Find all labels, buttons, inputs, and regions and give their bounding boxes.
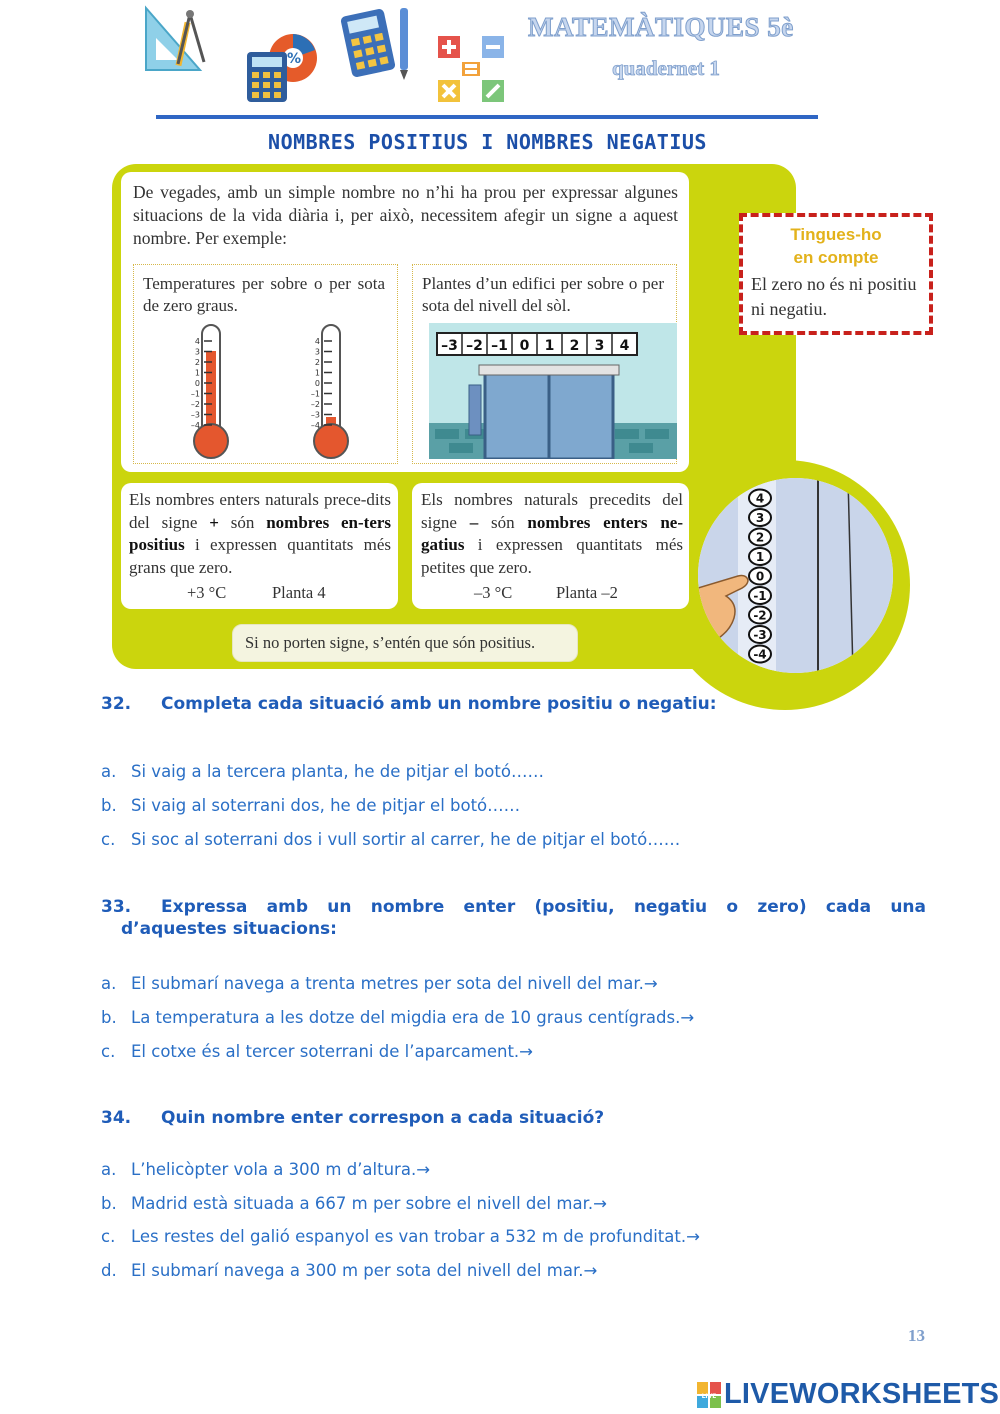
negative-definition-box	[412, 483, 689, 609]
thermometer-tick-label: –2	[310, 400, 320, 409]
workbook-title: MATEMÀTIQUES 5è	[528, 12, 794, 42]
note-text: Si no porten signe, s’entén que són positius.	[245, 633, 536, 652]
tip-box	[739, 213, 933, 335]
thermometer-cold	[311, 325, 348, 458]
thermometer-warm	[191, 325, 228, 458]
svg-text:%: %	[287, 51, 302, 67]
thermometer-tick-label: –1	[310, 389, 320, 399]
elevator-buttons	[749, 490, 771, 663]
floor-number: 3	[594, 338, 605, 354]
question-34-heading: 34. Quin nombre enter correspon a cada situació?	[101, 1108, 605, 1128]
thermometer-tick-label: –3	[310, 410, 320, 420]
positive-definition-box	[121, 483, 398, 609]
question-32-heading: 32. Completa cada situació amb un nombre positiu o negatiu:	[101, 694, 717, 714]
header-divider	[156, 115, 818, 119]
thermometer-tick-label: 0	[194, 379, 200, 388]
liveworksheets-logo-icon	[697, 1382, 721, 1408]
question-34d: d. El submarí navega a 300 m per sota del nivell del mar.→	[101, 1261, 598, 1280]
question-34c: c. Les restes del galió espanyol es van trobar a 532 m de profunditat.→	[101, 1227, 700, 1246]
note-box	[232, 624, 578, 662]
thermometer-tick-label: –4	[190, 421, 200, 430]
thermometer-tick-label: 1	[314, 368, 320, 378]
floor-number: 2	[569, 338, 580, 354]
calculator-chart-icon	[243, 32, 319, 104]
elevator-button-label: 4	[755, 491, 765, 506]
thermometer-tick-label: –4	[310, 421, 320, 430]
question-32a: a. Si vaig a la tercera planta, he de pitjar el botó……	[101, 762, 544, 781]
tip-text: El zero no és ni positiu ni negatiu.	[751, 274, 917, 319]
ruler-compass-icon	[140, 4, 212, 74]
logo-badge-text: LIVE	[701, 1393, 717, 1400]
temperatures-caption: Temperatures per sobre o per sota de zero graus.	[143, 274, 385, 315]
elevator-button-label: 2	[755, 530, 765, 545]
floor-number: 1	[544, 338, 555, 354]
page-number: 13	[908, 1326, 925, 1345]
math-operations-icon	[436, 34, 506, 104]
elevator-button-label: 0	[755, 569, 765, 584]
floor-number: 0	[519, 338, 530, 354]
temperatures-example	[133, 264, 398, 464]
question-34b: b. Madrid està situada a 667 m per sobre el nivell del mar.→	[101, 1194, 607, 1213]
elevator-button-label: -3	[753, 628, 767, 642]
thermometer-tick-label: 4	[194, 337, 200, 346]
plants-example	[412, 264, 677, 464]
positive-example-2: Planta 4	[272, 583, 326, 602]
liveworksheets-brand[interactable]: LIVEWORKSHEETS	[724, 1378, 1000, 1410]
question-32c: c. Si soc al soterrani dos i vull sortir al carrer, he de pitjar el botó……	[101, 830, 681, 849]
tip-title-2: en compte	[793, 248, 879, 267]
question-33a: a. El submarí navega a trenta metres per sota del nivell del mar.→	[101, 974, 658, 993]
thermometer-tick-label: –2	[190, 400, 200, 409]
question-34a: a. L’helicòpter vola a 300 m d’altura.→	[101, 1160, 431, 1179]
thermometer-tick-label: 1	[194, 368, 200, 378]
positive-example-1: +3 °C	[187, 583, 227, 602]
thermometer-tick-label: –3	[190, 410, 200, 420]
section-title: NOMBRES POSITIUS I NOMBRES NEGATIUS	[268, 130, 707, 154]
plants-caption: Plantes d’un edifici per sobre o per sota del nivell del sòl.	[422, 274, 664, 315]
calculator-pen-icon	[340, 4, 420, 80]
floor-number: 4	[619, 338, 630, 354]
negative-example-1: –3 °C	[474, 583, 513, 602]
thermometer-tick-label: 4	[314, 337, 320, 346]
thermometer-tick-label: 0	[314, 379, 320, 388]
thermometer-tick-label: 3	[194, 347, 200, 357]
floor-number: –1	[491, 338, 508, 354]
workbook-subtitle: quadernet 1	[612, 56, 720, 80]
elevator-button-label: 1	[755, 550, 765, 564]
intro-text: De vegades, amb un simple nombre no n’hi ha prou per expressar algunes situacions de la vida diària i, per això, necessitem afegir un signe a aquest nombre. Per exemple:	[133, 182, 678, 248]
question-33-heading: 33. Expressa amb un nombre enter (positiu, negatiu o zero) cada una d’aquestes situacions:	[101, 897, 926, 939]
elevator-button-label: -2	[753, 608, 767, 623]
thermometer-tick-label: –1	[190, 389, 200, 399]
thermometer-tick-label: 3	[314, 347, 320, 357]
building-floors-illustration	[429, 323, 677, 459]
elevator-button-label: -1	[753, 589, 767, 603]
thermometer-tick-label: 2	[314, 358, 320, 367]
thermometer-tick-label: 2	[194, 358, 200, 367]
question-33b: b. La temperatura a les dotze del migdia era de 10 graus centígrads.→	[101, 1008, 695, 1027]
elevator-button-label: -4	[753, 647, 767, 662]
floor-number: –2	[466, 338, 483, 354]
positive-definition: Els nombres enters naturals prece-dits del signe + són nombres en-ters positius i expressen quantitats més grans que zero.	[129, 490, 392, 577]
floor-number: –3	[441, 338, 458, 354]
tip-title-1: Tingues-ho	[790, 225, 882, 244]
negative-definition: Els nombres naturals precedits del signe – són nombres enters ne-gatius i expressen quantitats més petites que zero.	[421, 490, 683, 577]
question-33c: c. El cotxe és al tercer soterrani de l’aparcament.→	[101, 1042, 533, 1061]
question-32b: b. Si vaig al soterrani dos, he de pitjar el botó……	[101, 796, 521, 815]
elevator-illustration	[698, 478, 893, 673]
elevator-button-label: 3	[755, 511, 765, 525]
negative-example-2: Planta –2	[556, 583, 618, 602]
thermometers-illustration	[162, 321, 382, 463]
